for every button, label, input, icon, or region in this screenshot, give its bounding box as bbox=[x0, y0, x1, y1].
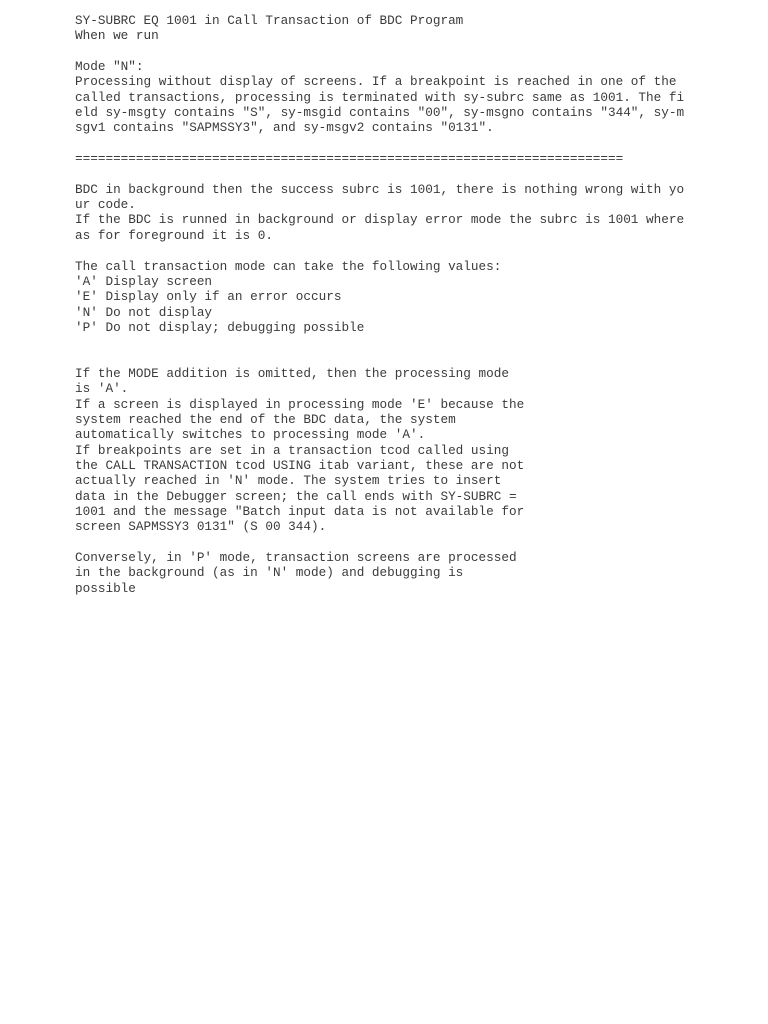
document-line: system reached the end of the BDC data, the system bbox=[75, 411, 456, 427]
document-line bbox=[75, 136, 685, 151]
document-line: eld sy-msgty contains "S", sy-msgid contains "00", sy-msgno contains "344", sy-m bbox=[75, 105, 685, 121]
document-line: BDC in background then the success subrc is 1001, there is nothing wrong with yo bbox=[75, 181, 685, 197]
document-line: ======================================================================== bbox=[75, 151, 624, 167]
document-line: 'P' Do not display; debugging possible bbox=[75, 319, 365, 335]
document-line: 'E' Display only if an error occurs bbox=[75, 289, 342, 305]
document-line: actually reached in 'N' mode. The system tries to insert bbox=[75, 473, 502, 489]
document-line: If a screen is displayed in processing mode 'E' because the bbox=[75, 396, 525, 412]
document-line: the CALL TRANSACTION tcod USING itab variant, these are not bbox=[75, 457, 525, 473]
document-line: If the BDC is runned in background or display error mode the subrc is 1001 where bbox=[75, 212, 685, 228]
document-line bbox=[75, 535, 685, 550]
document-line: automatically switches to processing mode 'A'. bbox=[75, 427, 426, 443]
document-line bbox=[75, 335, 685, 350]
document-line: 'A' Display screen bbox=[75, 273, 213, 289]
document-line: possible bbox=[75, 580, 136, 596]
document-line: is 'A'. bbox=[75, 381, 129, 397]
document-line: data in the Debugger screen; the call ends with SY-SUBRC = bbox=[75, 488, 517, 504]
document-line: as for foreground it is 0. bbox=[75, 227, 273, 243]
document-line bbox=[75, 166, 685, 181]
document-line bbox=[75, 44, 685, 59]
document-line bbox=[75, 243, 685, 258]
document-line: If the MODE addition is omitted, then the processing mode bbox=[75, 365, 509, 381]
document-line: Mode "N": bbox=[75, 59, 144, 75]
document-line: screen SAPMSSY3 0131" (S 00 344). bbox=[75, 519, 327, 535]
document-line: Processing without display of screens. If a breakpoint is reached in one of the bbox=[75, 74, 677, 90]
document-line: Conversely, in 'P' mode, transaction screens are processed bbox=[75, 550, 517, 566]
document-line bbox=[75, 351, 685, 366]
document-line: The call transaction mode can take the following values: bbox=[75, 258, 502, 274]
document-line: 1001 and the message "Batch input data is not available for bbox=[75, 504, 525, 519]
document-line: called transactions, processing is terminated with sy-subrc same as 1001. The fi bbox=[75, 89, 685, 105]
document-body bbox=[75, 13, 685, 596]
document-line: SY-SUBRC EQ 1001 in Call Transaction of BDC Program bbox=[75, 13, 464, 28]
document-line: ur code. bbox=[75, 197, 136, 213]
document-line: If breakpoints are set in a transaction tcod called using bbox=[75, 442, 509, 458]
document-line: When we run bbox=[75, 28, 159, 44]
document-line: in the background (as in 'N' mode) and debugging is bbox=[75, 565, 464, 581]
document-line: 'N' Do not display bbox=[75, 304, 213, 320]
document-line: sgv1 contains "SAPMSSY3", and sy-msgv2 contains "0131". bbox=[75, 120, 494, 136]
